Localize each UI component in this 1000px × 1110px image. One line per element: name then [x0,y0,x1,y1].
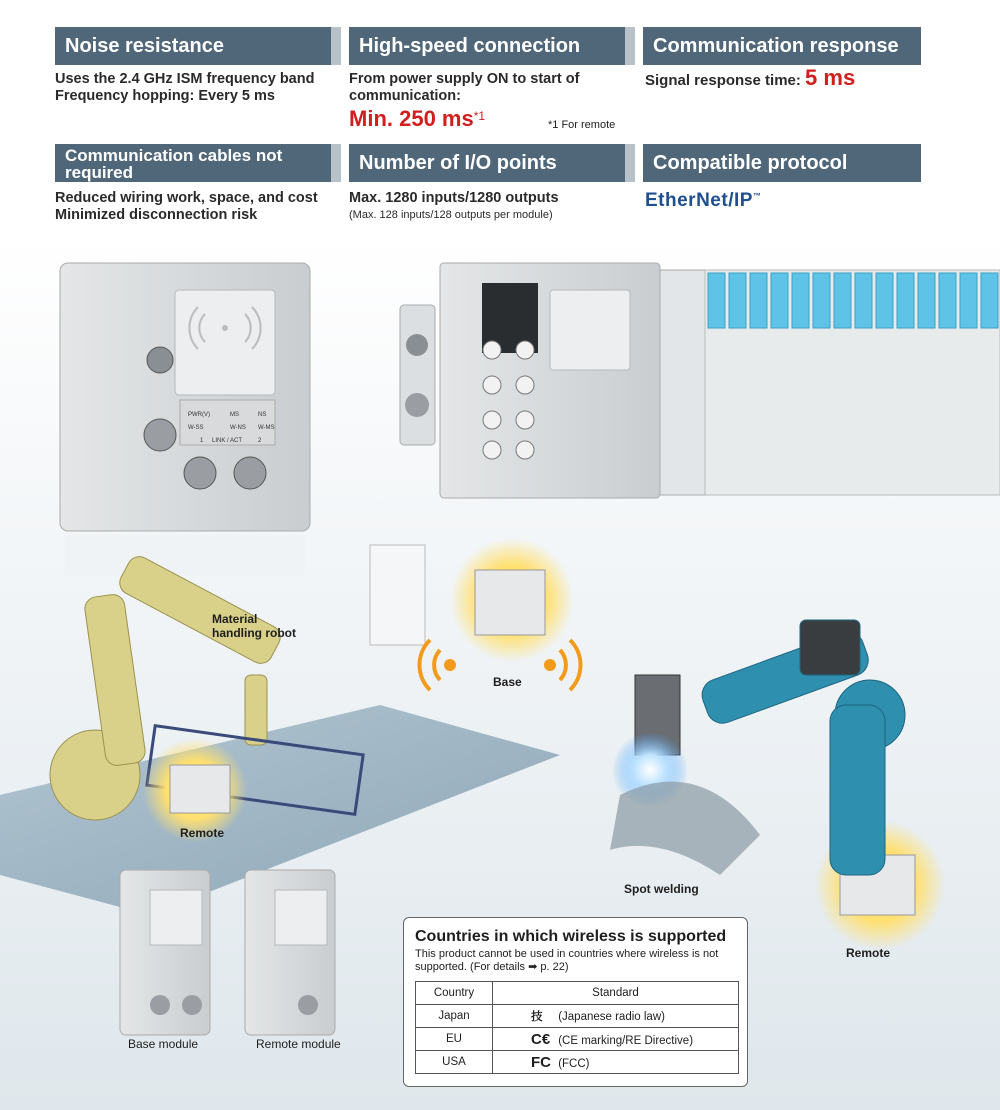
standard-text: (FCC) [558,1057,590,1070]
feature-body-communication-cables [55,190,345,224]
spot-welding-label: Spot welding [624,882,699,896]
feature-body-noise-resistance [55,71,345,105]
feature-title: High-speed connection [359,34,581,57]
led-label: W-MS [258,425,275,431]
standard-cell [493,1028,739,1051]
trademark: ™ [752,191,762,201]
remote-module-illustration [245,870,335,1035]
led-label: MS [230,412,239,418]
feature-line: Frequency hopping: Every 5 ms [55,88,275,104]
base-module-illustration [120,870,210,1035]
ce-mark-icon: C€ [531,1030,551,1048]
column-header: Standard [493,982,739,1005]
base-label: Base [493,675,522,689]
remote-label-left: Remote [180,826,225,840]
remote-module-caption: Remote module [256,1037,341,1051]
country-cell: EU [416,1028,493,1051]
feature-line: Reduced wiring work, space, and cost [55,190,318,206]
port-label: 1 [200,438,204,444]
feature-header-compatible-protocol [643,144,921,182]
feature-title: Compatible protocol [653,151,848,174]
feature-title-line: Communication cables not [65,146,283,165]
table-row [416,1005,739,1028]
standard-text: (Japanese radio law) [558,1011,665,1023]
header-tab-divider [331,27,341,65]
feature-line: Uses the 2.4 GHz ISM frequency band [55,71,315,87]
feature-line: From power supply ON to start of [349,71,580,87]
feature-line: Minimized disconnection risk [55,207,258,223]
wireless-module-large [60,263,310,575]
feature-body-communication-response [645,65,945,90]
valve-manifold [400,263,1000,498]
logo-part: /IP [728,190,753,211]
logo-part: Ether [645,190,697,211]
feature-title-line: required [65,163,134,182]
logo-part: Net [696,190,729,211]
column-header: Country [416,982,493,1005]
country-cell: Japan [416,1005,493,1028]
led-label: NS [258,412,267,418]
led-label: PWR(V) [188,412,210,418]
feature-body-io-points [349,190,639,224]
fcc-mark-icon: FC [531,1053,551,1071]
standard-cell [493,1051,739,1074]
feature-header-noise-resistance [55,27,331,65]
standard-cell [493,1005,739,1028]
japan-radio-mark-icon: 技 [531,1011,543,1023]
header-tab-divider [331,144,341,182]
header-tab-divider [625,144,635,182]
material-robot-label [212,612,296,640]
led-label: W-NS [230,425,246,431]
footnote-text: *1 For remote [548,119,616,131]
response-time-value: 5 ms [805,65,856,90]
header-tab-divider [625,27,635,65]
feature-header-high-speed-connection [349,27,625,65]
feature-header-io-points [349,144,625,182]
table-row [416,1028,739,1051]
remote-label-right: Remote [846,946,891,960]
country-cell: USA [416,1051,493,1074]
feature-title: Communication response [653,34,899,57]
feature-small-note: (Max. 128 inputs/128 outputs per module) [349,209,553,221]
base-module-caption: Base module [128,1037,199,1051]
countries-note: This product cannot be used in countries where wireless is not supported. (For details ➡ p. 22) [415,948,719,973]
countries-info-box [403,917,748,1087]
feature-header-communication-cables [55,144,331,182]
link-act-label: LINK / ACT [212,438,243,444]
port-label: 2 [258,438,262,444]
label-line: Material [212,612,258,626]
feature-title: Noise resistance [65,34,224,57]
ethernet-ip-logo [645,190,761,212]
table-row [416,1051,739,1074]
label-line: handling robot [212,626,296,640]
response-label: Signal response time: [645,72,806,89]
feature-title: Number of I/O points [359,151,557,174]
countries-table [415,981,739,1074]
feature-line: communication: [349,88,461,104]
countries-title: Countries in which wireless is supported [415,928,727,945]
standard-text: (CE marking/RE Directive) [558,1034,694,1047]
led-label: W-SS [188,425,204,431]
feature-header-communication-response [643,27,921,65]
footnote-marker: *1 [473,109,486,123]
feature-line: Max. 1280 inputs/1280 outputs [349,190,559,206]
connection-time-value: Min. 250 ms [349,105,474,131]
table-header-row [416,982,739,1005]
